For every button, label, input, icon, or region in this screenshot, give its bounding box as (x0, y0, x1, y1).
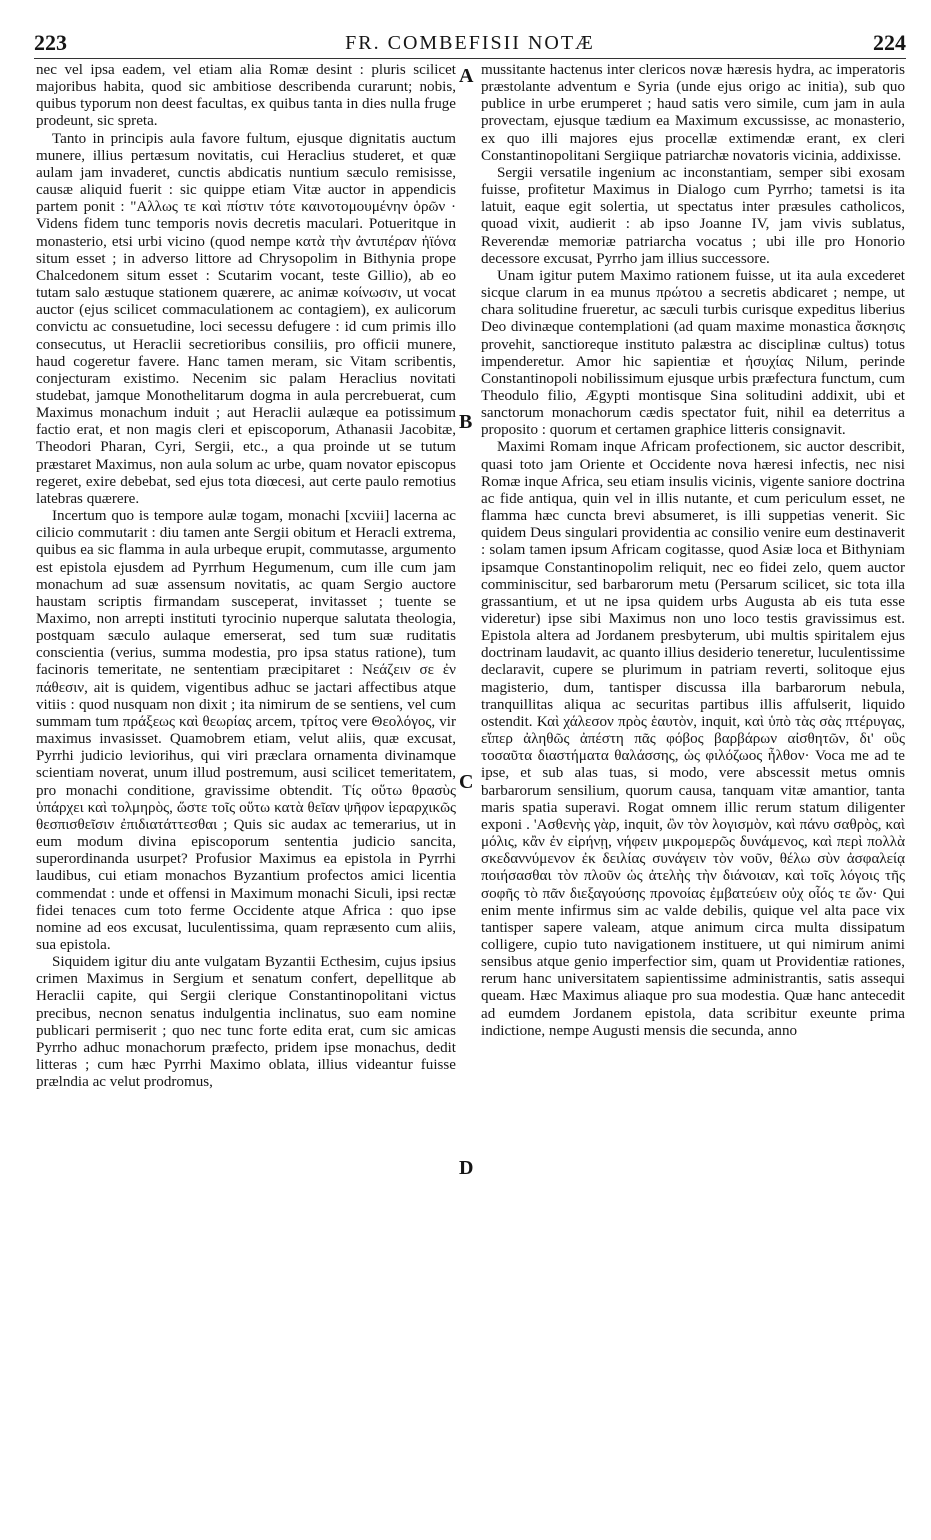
left-column (36, 62, 456, 1512)
paragraph: Sergii versatile ingenium ac inconstantiam, semper sibi exosam fuisse, profitetur Maximus in Dialogo cum Pyrrho; tametsi is ita latuit, eaque egit solertia, ut spectatus inter præsules catholicos, quoad vixit, audierit : ab ipso Joanne IV, jam vivis sublatus, Reverendæ memoriæ patriarcha vocatus ; ubi ille pro Honorio decessore excusat, Pyrrho jam illius successore. (481, 164, 905, 267)
paragraph: Tanto in principis aula favore fultum, ejusque dignitatis auctum munere, illius pertæsum novitatis, cui Heraclius studeret, et quæ aulam jam invaderet, cunctis abdicatis nuntium sæculo remisisse, causæ aliquid fuerit : sic quippe etiam Vitæ auctor in appendicis partem ponit : "Αλλως τε καὶ πίστιν τότε καινοτομουμένην ὁρῶν · Videns fidem tunc temporis novis decretis maculari. Potueritque in monasterio, etsi urbi vicino (quod nempe κατὰ τὴν ἀντιπέραν ἠϊόνα situm esset ; in adverso littore ad Chrysopolim in Bithynia prope Chalcedonem situm esset : Scutarim vocant, teste Gillio), ab eo tutam salo æstuque stationem quærere, ac animæ κοίνωσιν, ut vocat auctor (ejus scilicet commaculationem ac contagiem), ex aulicorum convictu ac consuetudine, loci secessu defugere : id cum primis illo consecutus, ut Heraclii secretioribus consiliis, pro officii munere, haud cogeretur favere. Hanc tamen meram, sic Vitam scribentis, conjecturam existimo. Necenim sic palam Heraclius novitati studebat, jamque Monothelitarum dogma in aula percrebuerat, cum Maximus monachum induit ; aut Heraclii aulæque ea potissimum factio erat, et non magis cleri et episcoporum, Athanasii Jacobitæ, Theodori Pharan, Cyri, Sergii, etc., a qua proinde ut se tutum præstaret Maximus, non aula solum ac urbe, quam novator episcopus regeret, exire debebat, sed ejus tota diœcesi, aut certe paulo remotius latebras quærere. (36, 130, 456, 507)
page-number-right: 224 (873, 30, 906, 55)
paragraph: nec vel ipsa eadem, vel etiam alia Romæ desint : pluris scilicet majoribus habita, quod sic ambitiose describenda curarunt; nobis, quibus typorum non deest facultas, ex quibus tanta in dies nulla fruge prodeunt, sic spreta. (36, 62, 456, 130)
paragraph: mussitante hactenus inter clericos novæ hæresis hydra, ac imperatoris præstolante adventum e Syria (unde ejus origo ac initia), sub quo publice in urbe erumperet ; haud satis vero simile, cum jam in aula provectam, ejusque tædium ea Maximum excussisse, ac monasterio, ex quo illi majores ejus procellæ extimendæ erant, ex cleri Constantinopolitani Sergiique patriarchæ novatoris vicinia, addixisse. (481, 62, 905, 164)
margin-letter-c: C (459, 771, 474, 793)
running-header (34, 30, 906, 59)
margin-letter-a: A (459, 65, 474, 87)
paragraph: Incertum quo is tempore aulæ togam, monachi [xcviii] lacerna ac cilicio commutarit : diu tamen ante Sergii obitum et Heracli extrema, quibus ea sic flamma in aula urbeque erupit, commutasse, argumento est epistola ejusdem ad Pyrrhum Hegumenum, cum ille cum jam monachum ad suæ assensum novitatis, ac quam Sergio auctore haustam scriptis firmandam susceperat, invitasset ; tuente se Maximo, non arrepti instituti tyrocinio nuperque salutata theologia, postquam sæculo aulaque emerserat, sed tum suæ ruditatis conscientia (verius, summa modestia, pro ipsa status ratione), tum facinoris temeritate, ne sententiam præcipitaret : Νεάζειν σε ἐν πάθεσιν, ait is quidem, vigentibus adhuc se jactari affectibus atque vitiis : quod nusquam non dixit ; ita nimirum de se sentiens, vel cum summam tum πράξεως καὶ θεωρίας arcem, τρίτος vere Θεολόγος, vir maximus invasisset. Quamobrem etiam, velut aliis, quæ excusat, Pyrrhi judicio leviorihus, qui viri præclara ornamenta divinamque scientiam noverat, unum illud postremum, ausi scilicet temeritatem, pro monachi conditione, gravissime obtendit. Τίς οὕτω θρασὺς ὑπάρχει καὶ τολμηρὸς, ὥστε τοῖς οὕτω κατὰ θεῖαν ψῆφον ἱεραρχικῶς θεσπισθεῖσιν ἐπιδιατάττεσθαι ; Quis sic audax ac temerarius, ut in eum modum divina episcoporum sententia judicio sancita, superordinanda usurpet? Profusior Maximus ea epistola in Pyrrhi laudibus, cui etiam monachos Byzantium profectos amici licentia commendat : unde et offensi in Maximum monachi Siculi, ipsi rectæ fidei tenaces cum toto ferme Occidente atque Africa : quo ipse nomine ad eos excusat, luculentissima, quam repræsento cum aliis, sua epistola. (36, 508, 456, 953)
margin-letter-d: D (459, 1157, 474, 1179)
paragraph: Siquidem igitur diu ante vulgatam Byzantii Ecthesim, cujus ipsius crimen Maximus in Sergium et senatum confert, depellitque ab Heraclii capite, qui Sergii clerique Constantinopolitani victus precibus, necnon senatus indulgentia inclinatus, suo eam nomine publicari permiserit ; quo nec tunc forte edita erat, cum sic amicas Pyrrho adhuc monachorum præfecto, pridem ipse monachus, dedit litteras ; cum hæc Pyrrhi Maximo oblata, illius videantur fuisse prælndia ac velut prodromus, (36, 954, 456, 1091)
page-number-left: 223 (34, 30, 67, 55)
margin-letter-b: B (459, 411, 473, 433)
paragraph: Maximi Romam inque Africam profectionem, sic auctor describit, quasi toto jam Oriente et Occidente nova hæresi infectis, nec nisi Romæ inque Africa, seu etiam insulis vicinis, vigente saniore doctrina ac fide antiqua, quin vel in illis nutante, et cum periculum esset, ne flamma hæc cuncta brevi absumeret, is illi suppetias venerit. Sic quidem Deus singulari providentia ac consilio venire eum destinaverit : solam tamen ipsum Africam cogitasse, quod Asiæ loca et Bithyniam ipsamque Constantinopolim reliquit, nec eo fidei zelo, quem auctor comminiscitur, sed barbarorum metu (Persarum scilicet, sic tota illa grassantium, et ut ne ipsa quidem urbs Augusta ab eis tuta esse videretur) ipse sibi Maximus non uno loco testis gravissimus est. Epistola altera ad Jordanem presbyterum, ubi multis spiritalem ejus doctrinam laudavit, ac quanto illius desiderio teneretur, luculentissime declaravit, cupere se plurimum in patriam reverti, solitoque ejus magisterio, dum, tantisper discussa illa barbarorum nebula, tranquillitas aliqua ac securitas partibus illis affulserit, liquido ostendit. Καὶ χάλεσον πρὸς ἑαυτὸν, inquit, καὶ ὑπὸ τὰς σὰς πτέρυγας, εἴπερ ἀληθῶς ἀπέστη πᾶς φόβος βαρβάρων αἰσθητῶν, δι' οὓς τοσαῦτα διαστήματα θαλάσσης, ὡς φιλόζωος ἦλθον· Voca me ad te ipse, et sub alas tuas, si modo, vere abscessit metus omnis barbarorum sensilium, quorum causa, tanquam vitæ amantior, tanta maris spatia superavi. Rogat omnem illic rerum statum diligenter exponi . 'Ασθενὴς γὰρ, inquit, ὢν τὸν λογισμὸν, καὶ πάνυ σαθρὸς, καὶ μόλις, κἂν ἐν εἰρήνῃ, νήφειν μικρομερῶς δυνάμενος, καὶ περὶ πολλὰ σκεδαννύμενον ἐκ δειλίας συνάγειν τὸν νοῦν, θέλω σὺν ἀσφαλείᾳ ποιήσασθαι τὸν πλοῦν ὡς ἀτελὴς τὴν διάνοιαν, καὶ τοῖς λόγοις τῆς σοφῆς τὸ πᾶν διεξαγούσης προνοίας ἐμβατεύειν οὐχ οἷός τε ὤν· Qui enim mente infirmus sim ac valde debilis, quique vel alta pace vix tantisper sapere valeam, atque animum circa multa dissipatum colligere, cupio tuto navigationem instituere, ut qui nimirum animi sensibus atque genio imperfectior sim, quam ut Providentiæ rationes, rerum hanc universitatem sapientissime administrantis, satis assequi queam. Hæc Maximus aliaque pro sua modestia. Quæ hanc antecedit ad eumdem Jordanem epistola, data scribitur exeunte prima indictione, nempe Augusti mensis die secunda, anno (481, 439, 905, 1039)
running-title: FR. COMBEFISII NOTÆ (345, 32, 595, 54)
right-column (481, 62, 905, 1512)
paragraph: Unam igitur putem Maximo rationem fuisse, ut ita aula excederet sicque clarum in ea munus πρώτου a secretis abdicaret ; nempe, ut chara solitudine frueretur, ac sæculi turbis curisque expeditus liberius Deo divinæque contemplationi (ad quam maxime monastica ἄσκησις provehit, sanctioreque instituto palæstra ac disciplinæ cultus) totus impenderetur. Amor hic sapientiæ et ἡσυχίας Nilum, perinde Constantinopoli nobilissimum ejusque urbis præfectura functum, cum Theodulo filio, Ægypti montisque Sina solitudini addixit, ubi et sanctorum monachorum cædis spectator fuit, nihil ea deterritus a proposito : quorum et certamen graphice litteris consignavit. (481, 267, 905, 439)
